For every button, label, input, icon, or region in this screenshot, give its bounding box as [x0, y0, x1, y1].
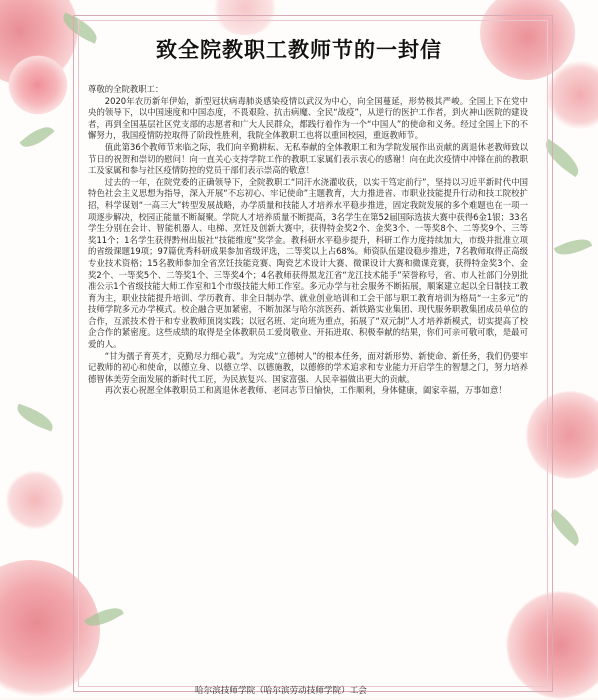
rose-flower-icon	[5, 470, 65, 530]
rose-flower-icon	[8, 55, 68, 115]
leaf-icon	[554, 233, 593, 261]
paragraph: 再次衷心祝愿全体教职员工和离退休老教师、老同志节日愉快，工作顺利，身体健康，阖家幸福，万事如意！	[104, 385, 507, 396]
paragraph: 2020年农历新年伊始，新型冠状病毒肺炎感染疫情以武汉为中心，向全国蔓延，形势极其严峻。全国上下在党中央的领导下，以中国速度和中国态度，不畏艰险、抗击病魔、全民“战疫”，从逆行的医护工作者，到火神山医院的建设者，再到全国基层社区党支部的志愿者和广大人民群众，都践行着作为一个“中国人”的使命和义务。经过全国上下的不懈努力，我国疫情防控取得了阶段性胜利，我院全体教职工也将以重回校园，重返教师节。	[88, 95, 528, 141]
signature: 哈尔滨技师学院（哈尔滨劳动技师学院）工会	[195, 686, 367, 696]
leaf-icon	[14, 404, 57, 432]
paragraph: 过去的一年，在院党委的正确领导下，全院教职工“同汗水浇灌收获，以实干笃定前行”，坚持以习近平新时代中国特色社会主义思想为指导，深入开展“不忘初心、牢记使命”主题教育，大力推进省、市职业技能提升行动和技工院校扩招，科学谋划“一高三大”转型发展战略，办学质量和技能人才培养水平稳步推进，固定我院发展的多个难题也在一项一项逐步解决，校园正能量不断凝聚。学院人才培养质量不断提高，3名学生在第52届国际选拔大赛中获得6金1银；33名学生分别在会计、智能机器人、电梯、烹饪及创新大赛中，获得特金奖2个、金奖3个、一等奖8个、二等奖9个、三等奖11个；1名学生获得黔州出版社“技能维度”奖学金。教科研水平稳步提升，科研工作力度持续加大，市级并批准立项的省级课题19项；97篇优秀科研成果参加省级评选，二等奖以上占68%。师资队伍建设稳步推进，7名教师取得正高级专业技术资格；15名教师参加全省烹饪技能竞赛、陶瓷艺术设计大赛、微课设计大赛和微课竞赛，获得特金奖3个、金奖2个、一等奖5个、二等奖1个、三等奖4个；4名教师获得黑龙江省“龙江技术能手”荣誉称号，省、市人社部门分别批准公示1个省级技能大师工作室和1个市级技能大师工作室。多元办学与社会服务不断拓展，顺案建立起以全日制技工教育为主，职业技能提升培训、学历教育、非全日制办学、就业创业培训和工会干部与职工教育培训为格局“一主多元”的技师学院多元办学模式。校企融合更加紧密，不断加深与哈尔滨医药、新铁路实业集团、现代服务职教集团成员单位的合作，互派技术骨干和专业教师顶岗实践；以冠名班、定向班为重点，拓展了“双元制”人才培养新模式，切实提高了校企合作的紧密度。这些成绩的取得是全体教职员工爱岗敬业、开拓进取、积极奉献的结果，你们可亲可敬可歌，是最可爱的人。	[88, 176, 528, 350]
leaf-icon	[19, 121, 54, 154]
letter-title: 致全院教职工教师节的一封信	[156, 37, 442, 62]
letter-body	[88, 84, 528, 397]
greeting: 尊敬的全院教职工：	[88, 84, 164, 94]
paragraph: 值此第36个教师节来临之际，我们向辛勤耕耘、无私奉献的全体教职工和为学院发展作出贡献的离退休老教师致以节日的祝贺和崇切的慰问！向一直关心支持学院工作的教职工家属们表示衷心的感谢！向在此次疫情中冲锋在前的教职工及家属和参与社区疫情防控的党员干部们表示崇高的敬意！	[88, 141, 528, 176]
paragraph: “甘为孺子育英才，克勤尽力细心栽”。为完成“立德树人”的根本任务，面对新形势、新使命、新任务，我们仍要牢记教师的初心和使命，以德立身、以德立学、以德施教，以德修的学术追求和专业能力开启学生的智慧之门，努力培养德智体美劳全面发展的新时代工匠，为民族复兴、国家富强、人民幸福做出更大的贡献。	[88, 350, 528, 384]
